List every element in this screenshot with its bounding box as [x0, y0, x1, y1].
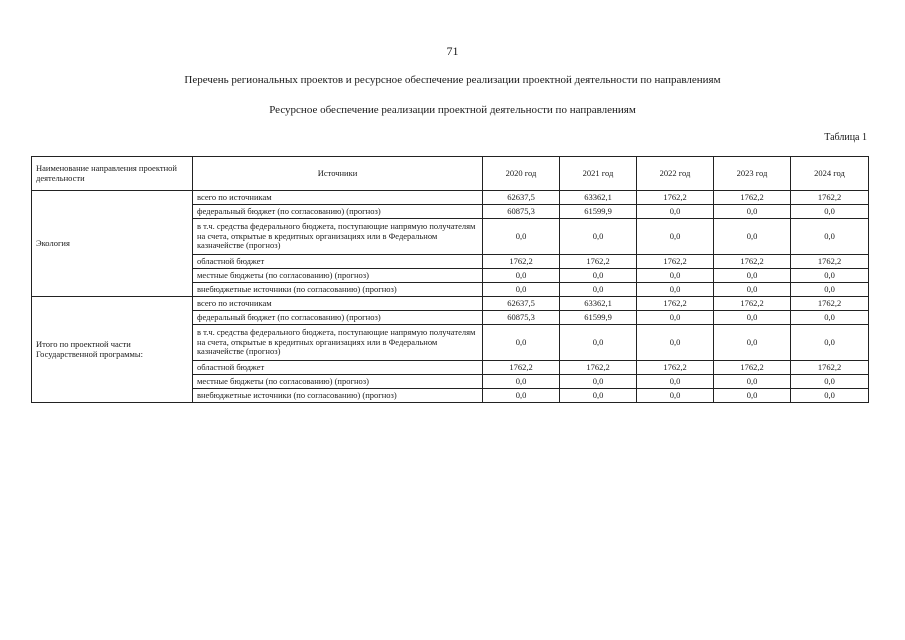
page-subtitle: Ресурсное обеспечение реализации проектной деятельности по направлениям [269, 104, 636, 116]
source-cell: всего по источникам [193, 191, 483, 205]
value-cell: 61599,9 [560, 205, 637, 219]
source-cell: всего по источникам [193, 297, 483, 311]
value-cell: 0,0 [560, 375, 637, 389]
value-cell: 0,0 [560, 389, 637, 403]
value-cell: 1762,2 [714, 297, 791, 311]
value-cell: 1762,2 [483, 255, 560, 269]
value-cell: 0,0 [560, 325, 637, 361]
table-label: Таблица 1 [824, 132, 867, 143]
value-cell: 1762,2 [560, 255, 637, 269]
value-cell: 0,0 [714, 283, 791, 297]
value-cell: 0,0 [791, 375, 869, 389]
value-cell: 0,0 [483, 389, 560, 403]
value-cell: 0,0 [714, 389, 791, 403]
resource-table [31, 156, 869, 403]
value-cell: 61599,9 [560, 311, 637, 325]
source-cell: областной бюджет [193, 361, 483, 375]
value-cell: 0,0 [483, 325, 560, 361]
value-cell: 0,0 [791, 219, 869, 255]
value-cell: 0,0 [791, 311, 869, 325]
value-cell: 1762,2 [791, 297, 869, 311]
value-cell: 62637,5 [483, 297, 560, 311]
value-cell: 0,0 [637, 325, 714, 361]
value-cell: 0,0 [714, 219, 791, 255]
value-cell: 0,0 [560, 219, 637, 255]
value-cell: 1762,2 [791, 361, 869, 375]
direction-cell: Итого по проектной части Государственной программы: [32, 297, 193, 403]
value-cell: 1762,2 [560, 361, 637, 375]
value-cell: 0,0 [791, 269, 869, 283]
value-cell: 0,0 [714, 269, 791, 283]
value-cell: 0,0 [714, 325, 791, 361]
source-cell: внебюджетные источники (по согласованию) (прогноз) [193, 389, 483, 403]
value-cell: 0,0 [483, 283, 560, 297]
value-cell: 62637,5 [483, 191, 560, 205]
table-row [32, 191, 869, 205]
source-cell: местные бюджеты (по согласованию) (прогноз) [193, 375, 483, 389]
value-cell: 0,0 [483, 375, 560, 389]
source-cell: федеральный бюджет (по согласованию) (прогноз) [193, 311, 483, 325]
value-cell: 1762,2 [791, 191, 869, 205]
value-cell: 0,0 [483, 269, 560, 283]
value-cell: 0,0 [483, 219, 560, 255]
table-body [32, 191, 869, 403]
value-cell: 0,0 [714, 311, 791, 325]
header-year: 2023 год [714, 157, 791, 191]
value-cell: 0,0 [714, 375, 791, 389]
value-cell: 0,0 [560, 269, 637, 283]
header-direction: Наименование направления проектной деятельности [32, 157, 193, 191]
value-cell: 1762,2 [791, 255, 869, 269]
value-cell: 0,0 [714, 205, 791, 219]
page-number: 71 [446, 44, 459, 58]
value-cell: 0,0 [637, 375, 714, 389]
value-cell: 63362,1 [560, 191, 637, 205]
value-cell: 0,0 [637, 219, 714, 255]
value-cell: 1762,2 [637, 255, 714, 269]
value-cell: 0,0 [791, 389, 869, 403]
source-cell: местные бюджеты (по согласованию) (прогноз) [193, 269, 483, 283]
value-cell: 1762,2 [714, 191, 791, 205]
value-cell: 0,0 [637, 205, 714, 219]
value-cell: 0,0 [637, 389, 714, 403]
value-cell: 0,0 [791, 205, 869, 219]
source-cell: в т.ч. средства федерального бюджета, поступающие напрямую получателям на счета, открытые в кредитных организациях или в Федеральном казначействе (прогноз) [193, 325, 483, 361]
value-cell: 0,0 [637, 283, 714, 297]
value-cell: 0,0 [791, 325, 869, 361]
header-year: 2024 год [791, 157, 869, 191]
header-year: 2020 год [483, 157, 560, 191]
value-cell: 1762,2 [714, 361, 791, 375]
value-cell: 1762,2 [637, 361, 714, 375]
source-cell: областной бюджет [193, 255, 483, 269]
header-year: 2021 год [560, 157, 637, 191]
value-cell: 0,0 [560, 283, 637, 297]
value-cell: 0,0 [637, 311, 714, 325]
value-cell: 1762,2 [483, 361, 560, 375]
value-cell: 60875,3 [483, 205, 560, 219]
value-cell: 1762,2 [637, 191, 714, 205]
table-header-row [32, 157, 869, 191]
direction-cell: Экология [32, 191, 193, 297]
header-sources: Источники [193, 157, 483, 191]
source-cell: внебюджетные источники (по согласованию) (прогноз) [193, 283, 483, 297]
value-cell: 63362,1 [560, 297, 637, 311]
source-cell: федеральный бюджет (по согласованию) (прогноз) [193, 205, 483, 219]
page-title: Перечень региональных проектов и ресурсное обеспечение реализации проектной деятельности по направлениям [184, 74, 721, 86]
table-row [32, 297, 869, 311]
value-cell: 1762,2 [637, 297, 714, 311]
value-cell: 0,0 [637, 269, 714, 283]
header-year: 2022 год [637, 157, 714, 191]
value-cell: 1762,2 [714, 255, 791, 269]
source-cell: в т.ч. средства федерального бюджета, поступающие напрямую получателям на счета, открытые в кредитных организациях или в Федеральном казначействе (прогноз) [193, 219, 483, 255]
value-cell: 60875,3 [483, 311, 560, 325]
value-cell: 0,0 [791, 283, 869, 297]
